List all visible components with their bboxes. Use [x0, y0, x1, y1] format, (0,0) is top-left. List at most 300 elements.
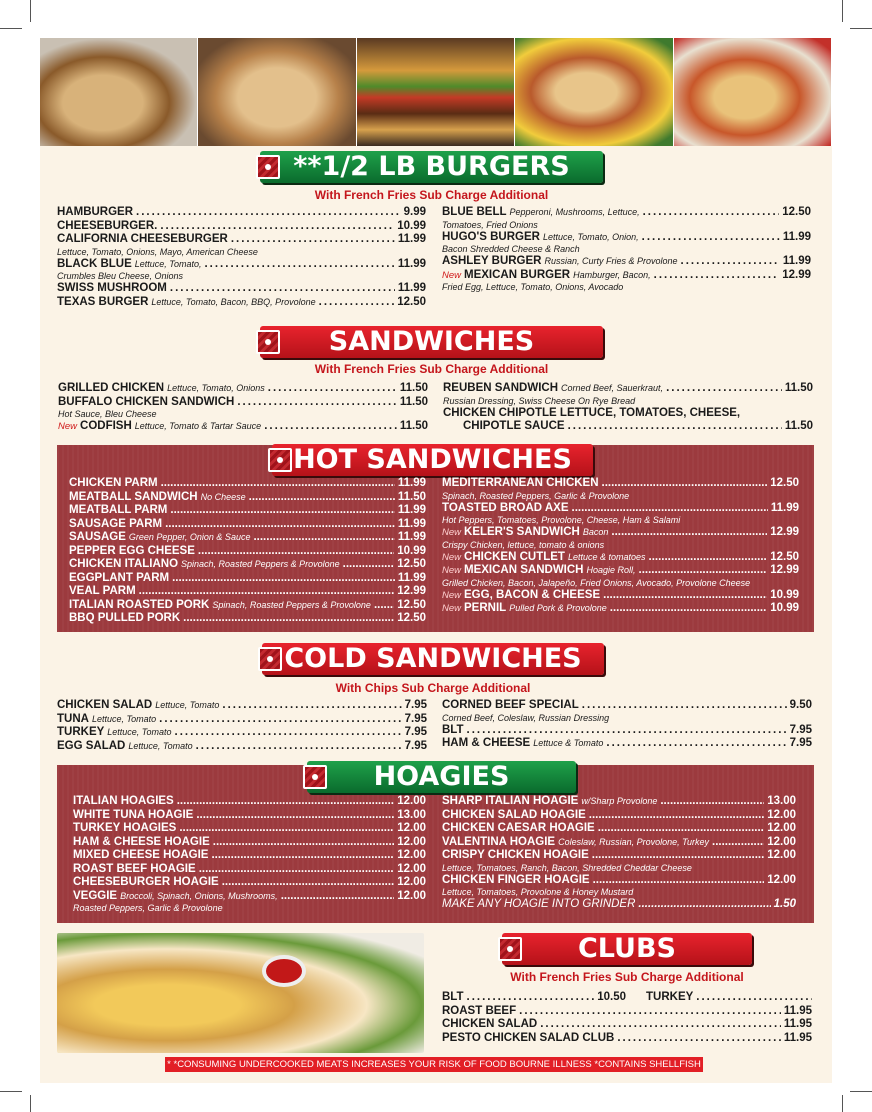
leader-dots: [343, 558, 395, 572]
hot-left-column: [69, 477, 426, 626]
quesadilla-photo: [674, 38, 832, 146]
item-note: Crispy Chicken, lettuce, tomato & onions: [442, 539, 605, 550]
leader-dots: [177, 795, 394, 809]
item-name: CHICKEN ITALIANO: [69, 558, 179, 570]
leader-dots: [606, 737, 786, 751]
item-name: CHEESEBURGER HOAGIE: [73, 876, 219, 888]
menu-item: [442, 836, 796, 850]
item-name: KELER'S SANDWICH: [464, 526, 580, 538]
leader-dots: [170, 504, 394, 518]
footer-warning: * *CONSUMING UNDERCOOKED MEATS INCREASES YOUR RISK OF FOOD BOURNE ILLNESS *CONTAINS SHELLFISH: [165, 1057, 703, 1072]
menu-item: [442, 477, 799, 491]
new-badge: New: [442, 603, 462, 614]
cold-left-column: [57, 699, 427, 753]
item-name: VEGGIE: [73, 889, 118, 902]
leader-dots: [582, 699, 787, 713]
item-price: 12.00: [397, 822, 426, 834]
sandwiches-title: SANDWICHES: [328, 326, 535, 357]
item-price: 12.50: [770, 477, 799, 489]
menu-item: [57, 220, 426, 234]
menu-item: [73, 836, 426, 850]
menu-item: [442, 1018, 812, 1032]
new-badge: New: [58, 421, 78, 432]
item-price: 9.99: [403, 206, 426, 218]
item-note: Fried Egg, Lettuce, Tomato, Onions, Avocado: [442, 282, 624, 292]
item-price: 11.99: [397, 517, 426, 530]
item-description: Lettuce, Tomato, Onion,: [542, 231, 639, 242]
item-name: MEATBALL PARM: [69, 504, 168, 516]
item-description: Spinach, Roasted Peppers & Provolone: [212, 599, 371, 610]
item-price: 12.00: [767, 849, 796, 861]
leader-dots: [211, 849, 394, 863]
sandwiches-subtitle: With French Fries Sub Charge Additional: [314, 362, 549, 376]
sandwiches-left-column: [58, 382, 428, 434]
item-description: Lettuce, Tomato, Onions: [167, 383, 265, 393]
leader-dots: [319, 296, 395, 310]
item-description: Russian, Curty Fries & Provolone: [544, 256, 678, 266]
burgers-left-column: [57, 206, 426, 309]
item-price: 12.99: [770, 564, 799, 576]
item-name: MIXED CHEESE HOAGIE: [73, 849, 209, 861]
leader-dots: [161, 477, 395, 491]
crop-mark: [850, 1091, 872, 1092]
item-price: 11.99: [397, 571, 426, 584]
item-name: PESTO CHICKEN SALAD CLUB: [442, 1031, 615, 1044]
item-name: CHICKEN CUTLET: [464, 550, 565, 563]
item-name: VALENTINA HOAGIE: [442, 835, 556, 848]
menu-item: [73, 890, 426, 904]
clubs-title: CLUBS: [577, 933, 676, 964]
item-name: SAUSAGE: [69, 531, 126, 543]
item-price: 12.00: [397, 862, 426, 875]
cold-sandwiches-subtitle: With Chips Sub Charge Additional: [335, 681, 531, 695]
item-note: Grilled Chicken, Bacon, Jalapeño, Fried Onions, Avocado, Provolone Cheese: [442, 577, 751, 588]
leader-dots: [160, 220, 394, 234]
menu-item: [57, 699, 427, 713]
item-description: No Cheese: [200, 491, 246, 502]
leader-dots: [712, 836, 764, 850]
item-note: Lettuce, Tomatoes, Ranch, Bacon, Shredded Cheddar Cheese: [442, 862, 692, 873]
item-name: CORNED BEEF SPECIAL: [442, 699, 579, 711]
menu-item: [57, 296, 426, 310]
leader-dots: [611, 526, 767, 540]
item-name: EGG, BACON & CHEESE: [464, 588, 601, 601]
menu-item: [58, 382, 428, 396]
leader-dots: [593, 874, 765, 888]
item-name: SAUSAGE PARM: [69, 517, 163, 530]
item-description: Green Pepper, Onion & Sauce: [128, 532, 251, 542]
item-price: 11.95: [783, 1018, 812, 1030]
item-name: MEATBALL SANDWICH: [69, 490, 198, 503]
crop-mark: [0, 1091, 22, 1092]
item-description: Lettuce, Tomato: [155, 700, 220, 710]
item-price: 11.99: [397, 531, 426, 543]
item-note: Bacon Shredded Cheese & Ranch: [442, 244, 580, 254]
item-price: 12.00: [767, 835, 796, 848]
item-name: CHICKEN CHIPOTLE LETTUCE, TOMATOES, CHEESE,: [443, 406, 741, 419]
menu-item: [442, 206, 811, 220]
menu-item: [442, 1032, 812, 1046]
item-name: EGGPLANT PARM: [69, 571, 170, 584]
club-blt-name: BLT: [442, 991, 464, 1003]
menu-item: [69, 518, 426, 532]
tag-icon: [256, 155, 280, 179]
leader-dots: [281, 890, 395, 904]
item-price: 12.50: [397, 558, 426, 570]
item-price: 10.99: [397, 219, 426, 232]
new-badge: New: [442, 269, 462, 281]
item-price: 11.95: [783, 1031, 812, 1044]
leader-dots: [183, 612, 394, 626]
item-price: 11.50: [399, 420, 428, 432]
leader-dots: [199, 863, 395, 877]
item-price: 10.99: [397, 544, 426, 557]
menu-item: [442, 849, 796, 863]
leader-dots: [660, 795, 764, 809]
item-name: CHICKEN SALAD HOAGIE: [442, 808, 586, 821]
item-name: PERNIL: [464, 602, 507, 614]
item-name: MEXICAN BURGER: [464, 268, 571, 281]
menu-item: [58, 420, 428, 434]
menu-item: [57, 282, 426, 296]
menu-item: [442, 502, 799, 516]
hoagies-left-column: [73, 795, 426, 914]
item-name: ROAST BEEF HOAGIE: [73, 862, 196, 875]
menu-item: [69, 585, 426, 599]
item-price: 12.99: [397, 585, 426, 597]
item-price: 12.00: [397, 849, 426, 861]
item-name: TURKEY: [57, 726, 105, 738]
crop-mark: [30, 1095, 31, 1112]
item-price: 11.95: [783, 1004, 812, 1017]
leader-dots: [681, 255, 780, 269]
item-name: CRISPY CHICKEN HOAGIE: [442, 849, 589, 861]
leader-dots: [666, 382, 782, 396]
leader-dots: [519, 1005, 781, 1019]
item-price: 7.95: [404, 712, 427, 725]
menu-item: [442, 737, 812, 751]
item-price: 12.50: [397, 612, 426, 624]
leader-dots: [639, 564, 768, 578]
leader-dots: [264, 420, 397, 434]
item-name: CODFISH: [80, 420, 132, 432]
tag-icon: [256, 330, 280, 354]
clubs-subtitle: With French Fries Sub Charge Additional: [510, 970, 744, 984]
item-price: 7.95: [789, 723, 812, 736]
menu-item: [69, 572, 426, 586]
item-name: CHICKEN SALAD: [442, 1018, 538, 1030]
tag-icon: [303, 765, 327, 789]
burgers-title: **1/2 LB BURGERS: [293, 151, 570, 182]
item-name: BLUE BELL: [442, 206, 507, 218]
menu-item: [58, 396, 428, 410]
leader-dots: [198, 545, 394, 559]
item-description: Broccoli, Spinach, Onions, Mushrooms,: [120, 890, 278, 901]
leader-dots: [638, 898, 770, 912]
leader-dots: [603, 589, 767, 603]
clubs-column: [442, 991, 812, 1045]
leader-dots: [196, 740, 402, 754]
item-price: 10.99: [770, 602, 799, 614]
menu-item: [442, 795, 796, 809]
item-price: 10.99: [770, 588, 799, 601]
menu-item: [69, 477, 426, 491]
leader-dots: [467, 724, 787, 738]
menu-item: [69, 599, 426, 613]
menu-item: [73, 809, 426, 823]
leader-dots: [213, 836, 394, 850]
item-name: SHARP ITALIAN HOAGIE: [442, 795, 579, 807]
item-description: Hamburger, Bacon,: [573, 269, 651, 280]
stromboli-photo: [198, 38, 356, 146]
item-description: Coleslaw, Russian, Provolone, Turkey: [558, 836, 709, 847]
item-price: 12.00: [767, 822, 796, 834]
item-description: Lettuce, Tomato & Tartar Sauce: [134, 421, 262, 431]
item-price: 7.95: [404, 726, 427, 738]
leader-dots: [253, 531, 394, 545]
item-price: 11.99: [397, 282, 426, 294]
leader-dots: [467, 991, 595, 1005]
hoagies-header: [307, 761, 576, 793]
item-price: 7.95: [404, 699, 427, 711]
menu-item: [73, 849, 426, 863]
grinder-price: 1.50: [773, 898, 796, 910]
clubs-items: [442, 1005, 812, 1046]
burgers-right-column: [442, 206, 811, 293]
item-price: 11.50: [399, 382, 428, 394]
menu-item: [442, 255, 811, 269]
menu-item: [442, 551, 799, 565]
leader-dots: [602, 477, 768, 491]
menu-item: [73, 795, 426, 809]
crop-mark: [842, 1095, 843, 1112]
leader-dots: [268, 382, 397, 396]
menu-item: [442, 269, 811, 283]
item-name: CHEESEBURGER.: [57, 219, 158, 232]
item-name: HAMBURGER: [57, 206, 134, 218]
menu-item: [57, 713, 427, 727]
item-price: 12.50: [397, 598, 426, 611]
leader-dots: [540, 1018, 781, 1032]
item-note: Spinach, Roasted Peppers, Garlic & Provolone: [442, 490, 630, 501]
cold-right-column: [442, 699, 812, 751]
menu-item: [442, 1005, 812, 1019]
item-price: 12.00: [767, 873, 796, 886]
menu-item: [69, 612, 426, 626]
leader-dots: [589, 809, 764, 823]
menu-item: [57, 740, 427, 754]
menu-item: [57, 233, 426, 247]
tag-icon: [268, 448, 292, 472]
item-price: 13.00: [397, 808, 426, 821]
item-name: BLACK BLUE: [57, 257, 132, 270]
leader-dots: [170, 282, 395, 296]
item-description: Pepperoni, Mushrooms, Lettuce,: [509, 207, 640, 217]
item-name: TOASTED BROAD AXE: [442, 501, 569, 514]
new-badge: New: [442, 551, 462, 563]
leader-dots: [165, 518, 395, 532]
item-name: BBQ PULLED PORK: [69, 612, 181, 624]
item-description: Lettuce, Tomato: [107, 727, 172, 737]
item-name: PEPPER EGG CHEESE: [69, 544, 195, 557]
cold-sandwiches-header: [262, 643, 604, 675]
item-note: Lettuce, Tomato, Onions, Mayo, American Cheese: [57, 246, 258, 257]
item-name: SWISS MUSHROOM: [57, 282, 167, 294]
menu-item: [73, 876, 426, 890]
menu-item: [69, 491, 426, 505]
crop-mark: [30, 0, 31, 22]
item-name: HUGO'S BURGER: [442, 230, 540, 243]
menu-item: [442, 231, 811, 245]
item-name: TEXAS BURGER: [57, 295, 149, 308]
item-price: 11.99: [397, 233, 426, 245]
menu-item: [57, 258, 426, 272]
menu-item: [69, 504, 426, 518]
hot-sandwiches-title: HOT SANDWICHES: [293, 444, 572, 475]
item-name: TUNA: [57, 712, 89, 725]
item-name: WHITE TUNA HOAGIE: [73, 808, 194, 821]
food-photo-strip: [40, 38, 832, 146]
item-name: VEAL PARM: [69, 585, 136, 597]
club-blt-price: 10.50: [597, 991, 626, 1003]
grinder-upgrade: [442, 898, 796, 912]
item-price: 11.99: [782, 255, 811, 267]
sandwiches-right-column: [443, 382, 813, 434]
burgers-header: [260, 151, 603, 183]
leader-dots: [237, 396, 397, 410]
menu-item: [442, 526, 799, 540]
crop-mark: [842, 0, 843, 22]
leader-dots: [568, 420, 782, 434]
leader-dots: [204, 258, 394, 272]
item-price: 12.00: [397, 889, 426, 902]
item-description: Lettuce & tomatoes: [567, 551, 646, 562]
tag-icon: [258, 647, 282, 671]
leader-dots: [136, 206, 401, 220]
item-note: Russian Dressing, Swiss Cheese On Rye Bread: [443, 395, 636, 406]
item-name: CHIPOTLE SAUCE: [463, 420, 565, 432]
grinder-label: MAKE ANY HOAGIE INTO GRINDER: [442, 898, 636, 910]
item-price: 12.99: [782, 268, 811, 281]
leader-dots: [598, 822, 765, 836]
leader-dots: [649, 551, 768, 565]
leader-dots: [643, 206, 780, 220]
item-note: Hot Sauce, Bleu Cheese: [58, 409, 157, 419]
crop-mark: [850, 28, 872, 29]
leader-dots: [222, 876, 395, 890]
burgers-subtitle: With French Fries Sub Charge Additional: [314, 188, 549, 202]
club-sandwich-photo: [57, 933, 424, 1053]
leader-dots: [231, 233, 395, 247]
item-price: 11.99: [782, 230, 811, 243]
item-description: Spinach, Roasted Peppers & Provolone: [181, 559, 340, 569]
leader-dots: [572, 502, 768, 516]
tag-icon: [498, 937, 522, 961]
menu-item: [73, 863, 426, 877]
item-description: Lettuce, Tomato, Bacon, BBQ, Provolone: [151, 296, 316, 307]
menu-item: [443, 382, 813, 396]
leader-dots: [654, 269, 780, 283]
item-price: 12.00: [397, 876, 426, 888]
leader-dots: [617, 1032, 781, 1046]
menu-item: [443, 420, 813, 434]
clubs-header: [502, 933, 752, 965]
item-name: BLT: [442, 723, 464, 736]
menu-item: [69, 545, 426, 559]
item-price: 7.95: [404, 739, 427, 752]
item-price: 12.99: [770, 526, 799, 538]
item-price: 12.00: [397, 795, 426, 807]
new-badge: New: [442, 527, 462, 538]
menu-item: [442, 724, 812, 738]
item-name: EGG SALAD: [57, 739, 126, 752]
item-name: CALIFORNIA CHEESEBURGER: [57, 233, 228, 245]
item-price: 11.50: [399, 395, 428, 408]
item-name: ITALIAN ROASTED PORK: [69, 598, 210, 611]
menu-item: [442, 822, 796, 836]
new-badge: New: [442, 589, 462, 601]
menu-item: [442, 602, 799, 616]
clubs-first-row: [442, 991, 812, 1005]
hot-sandwiches-header: [272, 444, 593, 476]
item-price: 11.50: [784, 420, 813, 432]
leader-dots: [196, 809, 394, 823]
leader-dots: [222, 699, 401, 713]
item-note: Roasted Peppers, Garlic & Provolone: [73, 903, 223, 913]
item-description: Lettuce, Tomato: [128, 740, 193, 751]
item-price: 12.50: [397, 295, 426, 308]
item-note: Hot Peppers, Tomatoes, Provolone, Cheese, Ham & Salami: [442, 515, 681, 525]
menu-item: [57, 206, 426, 220]
item-price: 13.00: [767, 795, 796, 807]
menu-item: [443, 407, 813, 421]
leader-dots: [159, 713, 401, 727]
leader-dots: [175, 726, 402, 740]
leader-dots: [179, 822, 394, 836]
item-description: Corned Beef, Sauerkraut,: [561, 383, 664, 393]
leader-dots: [610, 602, 767, 616]
item-name: CHICKEN CAESAR HOAGIE: [442, 822, 595, 834]
item-price: 11.99: [770, 501, 799, 514]
menu-item: [442, 564, 799, 578]
item-description: Lettuce, Tomato,: [134, 258, 202, 269]
hoagies-right-column: [442, 795, 796, 912]
item-description: w/Sharp Provolone: [581, 796, 658, 806]
menu-item: [442, 589, 799, 603]
item-name: MEXICAN SANDWICH: [464, 564, 584, 576]
hot-right-column: [442, 477, 799, 616]
item-price: 11.99: [397, 504, 426, 516]
item-name: HAM & CHEESE: [442, 737, 531, 749]
item-name: ROAST BEEF: [442, 1004, 517, 1017]
leader-dots: [139, 585, 395, 599]
item-note: Tomatoes, Fried Onions: [442, 219, 538, 230]
leader-dots: [374, 599, 394, 613]
burger-photo: [357, 38, 515, 146]
menu-item: [69, 558, 426, 572]
club-turkey-name: TURKEY: [646, 991, 694, 1003]
item-name: TURKEY HOAGIES: [73, 822, 177, 834]
item-name: MEDITERRANEAN CHICKEN: [442, 477, 599, 489]
ketchup-cup: [262, 955, 306, 987]
item-name: GRILLED CHICKEN: [58, 382, 165, 394]
crop-mark: [0, 28, 22, 29]
menu-item: [69, 531, 426, 545]
item-price: 11.99: [397, 257, 426, 270]
menu-item: [442, 699, 812, 713]
leader-dots: [172, 572, 395, 586]
menu-item: [57, 726, 427, 740]
